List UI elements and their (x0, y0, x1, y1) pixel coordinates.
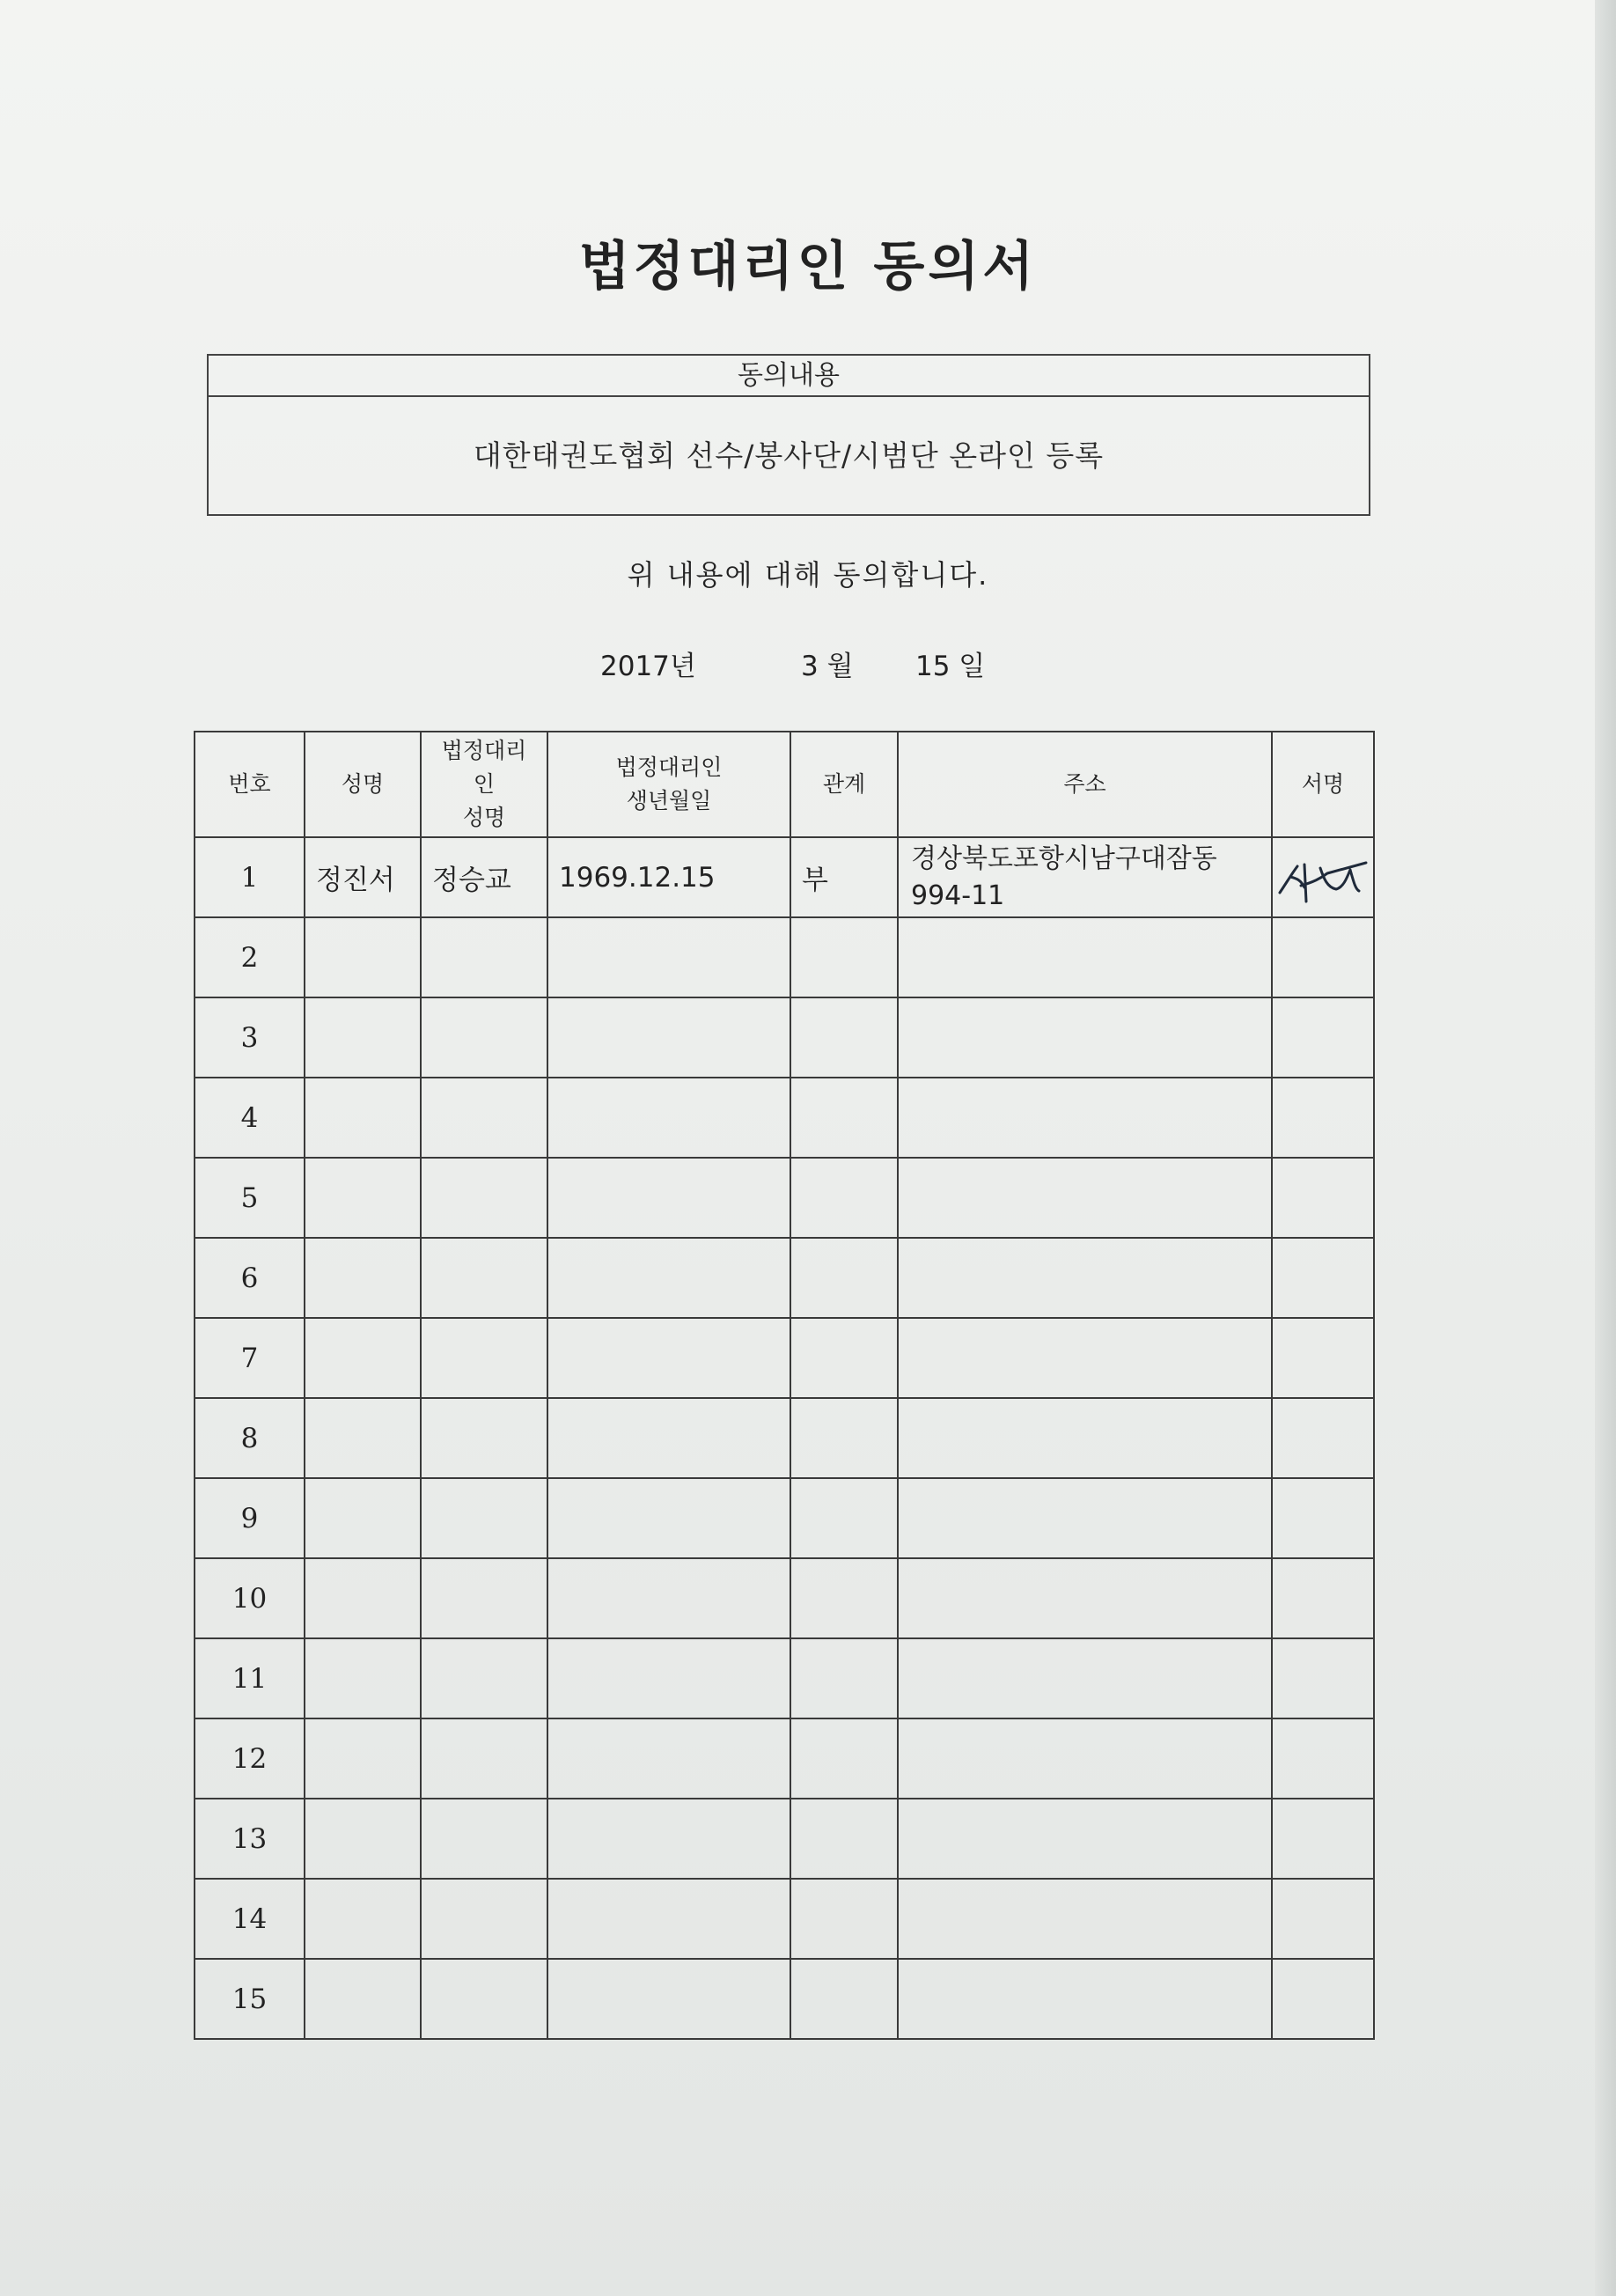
address (898, 837, 1272, 917)
signature-cell (1272, 1478, 1374, 1558)
guardian-birthdate (547, 1718, 790, 1799)
row-number: 3 (195, 997, 305, 1078)
header-relation (790, 732, 898, 837)
signature-cell (1272, 837, 1374, 917)
signature-cell (1272, 1318, 1374, 1398)
agreement-statement: 위 내용에 대해 동의합니다. (627, 558, 989, 592)
row-number: 8 (195, 1398, 305, 1478)
relation (790, 1879, 898, 1959)
guardian-birthdate (547, 1638, 790, 1718)
address (898, 1238, 1272, 1318)
guardian-birthdate (547, 1558, 790, 1638)
relation (790, 1078, 898, 1158)
child-name (305, 1478, 421, 1558)
handwritten-signature (1274, 847, 1371, 909)
address (898, 997, 1272, 1078)
table-row (195, 1799, 1374, 1879)
guardian-birthdate (547, 1879, 790, 1959)
guardian-name (421, 1718, 547, 1799)
table-row (195, 1158, 1374, 1238)
relation (790, 997, 898, 1078)
guardian-name (421, 1799, 547, 1879)
table-row (195, 1959, 1374, 2039)
guardian-name (421, 1879, 547, 1959)
child-name (305, 1078, 421, 1158)
address (898, 1318, 1272, 1398)
relation (790, 1318, 898, 1398)
header-name (305, 732, 421, 837)
signature-cell (1272, 1799, 1374, 1879)
child-name (305, 1718, 421, 1799)
signature-cell (1272, 917, 1374, 997)
guardian-birthdate: 1969.12.15 (547, 837, 790, 917)
header-guardian-name-line3: 성명 (462, 805, 506, 830)
paper-edge (1595, 0, 1616, 2296)
table-row (195, 1638, 1374, 1718)
relation (790, 917, 898, 997)
child-name (305, 1318, 421, 1398)
child-name (305, 1398, 421, 1478)
child-name: 정진서 (305, 837, 421, 917)
guardian-birthdate (547, 997, 790, 1078)
header-address-label: 주소 (1063, 771, 1106, 797)
row-number: 2 (195, 917, 305, 997)
date-day: 15 일 (915, 651, 986, 682)
address (898, 1398, 1272, 1478)
document-title: 법정대리인 동의서 (578, 236, 1038, 298)
relation (790, 1158, 898, 1238)
table-row (195, 1238, 1374, 1318)
relation (790, 1398, 898, 1478)
signature-cell (1272, 1398, 1374, 1478)
address-line1: 경상북도포항시남구대잠동 (911, 843, 1217, 874)
table-row (195, 837, 1374, 917)
header-address (898, 732, 1272, 837)
guardian-name (421, 1398, 547, 1478)
header-guardian-birth-line2: 생년월일 (626, 788, 712, 813)
row-number: 13 (195, 1799, 305, 1879)
child-name (305, 1959, 421, 2039)
address (898, 917, 1272, 997)
header-number-label: 번호 (228, 771, 271, 797)
guardian-birthdate (547, 1478, 790, 1558)
header-relation-label: 관계 (822, 771, 866, 797)
signature-cell (1272, 1078, 1374, 1158)
guardian-name (421, 1318, 547, 1398)
address-line2: 994-11 (911, 879, 1005, 911)
signature-cell (1272, 1718, 1374, 1799)
table-row (195, 1318, 1374, 1398)
child-name (305, 1879, 421, 1959)
guardian-name (421, 1238, 547, 1318)
consent-content: 대한태권도협회 선수/봉사단/시범단 온라인 등록 (473, 438, 1105, 473)
header-guardian-name (421, 732, 547, 837)
relation (790, 1959, 898, 2039)
address (898, 1638, 1272, 1718)
guardian-birthdate (547, 917, 790, 997)
table-row (195, 1078, 1374, 1158)
table-row (195, 1478, 1374, 1558)
row-number: 5 (195, 1158, 305, 1238)
guardian-birthdate (547, 1238, 790, 1318)
signature-cell (1272, 1638, 1374, 1718)
row-number: 4 (195, 1078, 305, 1158)
relation (790, 1718, 898, 1799)
row-number: 1 (195, 837, 305, 917)
row-number: 6 (195, 1238, 305, 1318)
table-header-row (195, 732, 1374, 837)
address (898, 1558, 1272, 1638)
address (898, 1959, 1272, 2039)
guardian-name: 정승교 (421, 837, 547, 917)
child-name (305, 1158, 421, 1238)
relation (790, 1558, 898, 1638)
guardian-name (421, 1558, 547, 1638)
header-guardian-birth-line1: 법정대리인 (615, 754, 723, 780)
guardian-table (194, 731, 1375, 2040)
signature-cell (1272, 1238, 1374, 1318)
guardian-name (421, 1959, 547, 2039)
table-row (195, 917, 1374, 997)
guardian-name (421, 1478, 547, 1558)
address (898, 1799, 1272, 1879)
child-name (305, 917, 421, 997)
header-signature-label: 서명 (1301, 771, 1345, 797)
consent-header: 동의내용 (209, 356, 1369, 397)
signature-cell (1272, 1879, 1374, 1959)
date-month: 3 월 (801, 651, 854, 682)
table-row (195, 1879, 1374, 1959)
relation (790, 1638, 898, 1718)
address (898, 1879, 1272, 1959)
header-guardian-name-line2: 인 (473, 771, 496, 797)
address (898, 1478, 1272, 1558)
guardian-birthdate (547, 1158, 790, 1238)
guardian-name (421, 917, 547, 997)
relation (790, 1799, 898, 1879)
table-row (195, 1398, 1374, 1478)
address (898, 1078, 1272, 1158)
date-year: 2017년 (600, 651, 696, 682)
header-name-label: 성명 (341, 771, 385, 797)
guardian-name (421, 997, 547, 1078)
header-signature (1272, 732, 1374, 837)
guardian-birthdate (547, 1318, 790, 1398)
guardian-birthdate (547, 1959, 790, 2039)
row-number: 9 (195, 1478, 305, 1558)
row-number: 12 (195, 1718, 305, 1799)
address (898, 1718, 1272, 1799)
signature-cell (1272, 1558, 1374, 1638)
signature-cell (1272, 1158, 1374, 1238)
guardian-name (421, 1158, 547, 1238)
guardian-birthdate (547, 1799, 790, 1879)
header-guardian-birth (547, 732, 790, 837)
table-row (195, 997, 1374, 1078)
address (898, 1158, 1272, 1238)
child-name (305, 1238, 421, 1318)
row-number: 11 (195, 1638, 305, 1718)
guardian-name (421, 1078, 547, 1158)
guardian-name (421, 1638, 547, 1718)
header-number (195, 732, 305, 837)
row-number: 7 (195, 1318, 305, 1398)
relation (790, 1478, 898, 1558)
row-number: 15 (195, 1959, 305, 2039)
signature-cell (1272, 997, 1374, 1078)
child-name (305, 1799, 421, 1879)
guardian-birthdate (547, 1398, 790, 1478)
child-name (305, 1558, 421, 1638)
row-number: 10 (195, 1558, 305, 1638)
header-guardian-name-line1: 법정대리 (441, 738, 527, 763)
guardian-birthdate (547, 1078, 790, 1158)
table-row (195, 1718, 1374, 1799)
table-row (195, 1558, 1374, 1638)
child-name (305, 1638, 421, 1718)
consent-content-box (207, 354, 1370, 516)
signature-cell (1272, 1959, 1374, 2039)
child-name (305, 997, 421, 1078)
relation (790, 1238, 898, 1318)
relation: 부 (790, 837, 898, 917)
row-number: 14 (195, 1879, 305, 1959)
